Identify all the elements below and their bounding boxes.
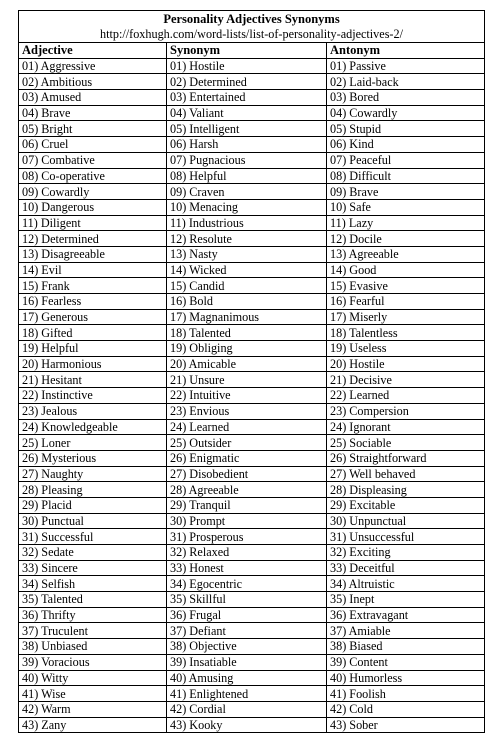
synonym-cell: 30) Prompt: [167, 513, 327, 529]
synonym-cell: 04) Valiant: [167, 105, 327, 121]
table-row: [19, 278, 485, 294]
antonym-cell: 33) Deceitful: [327, 560, 485, 576]
synonym-cell: 39) Insatiable: [167, 654, 327, 670]
table-row: [19, 560, 485, 576]
synonym-cell: 20) Amicable: [167, 356, 327, 372]
synonym-cell: 18) Talented: [167, 325, 327, 341]
title-cell: [19, 11, 485, 43]
synonym-cell: 37) Defiant: [167, 623, 327, 639]
table-row: [19, 356, 485, 372]
table-row: [19, 372, 485, 388]
adjective-cell: 28) Pleasing: [19, 482, 167, 498]
adjective-cell: 13) Disagreeable: [19, 246, 167, 262]
adjective-cell: 33) Sincere: [19, 560, 167, 576]
table-row: [19, 403, 485, 419]
antonym-cell: 01) Passive: [327, 58, 485, 74]
synonym-cell: 33) Honest: [167, 560, 327, 576]
adjective-cell: 34) Selfish: [19, 576, 167, 592]
antonym-cell: 32) Exciting: [327, 545, 485, 561]
synonym-cell: 36) Frugal: [167, 607, 327, 623]
synonym-cell: 21) Unsure: [167, 372, 327, 388]
table-row: [19, 105, 485, 121]
adjective-cell: 12) Determined: [19, 231, 167, 247]
antonym-cell: 41) Foolish: [327, 686, 485, 702]
antonym-cell: 30) Unpunctual: [327, 513, 485, 529]
synonym-cell: 25) Outsider: [167, 435, 327, 451]
column-header-synonym: Synonym: [167, 43, 327, 59]
adjective-cell: 03) Amused: [19, 90, 167, 106]
adjective-cell: 38) Unbiased: [19, 639, 167, 655]
table-row: [19, 184, 485, 200]
antonym-cell: 27) Well behaved: [327, 466, 485, 482]
antonym-cell: 29) Excitable: [327, 497, 485, 513]
adjective-cell: 06) Cruel: [19, 137, 167, 153]
adjective-cell: 37) Truculent: [19, 623, 167, 639]
synonym-cell: 40) Amusing: [167, 670, 327, 686]
adjective-cell: 27) Naughty: [19, 466, 167, 482]
synonym-cell: 17) Magnanimous: [167, 309, 327, 325]
synonym-cell: 29) Tranquil: [167, 497, 327, 513]
adjective-cell: 05) Bright: [19, 121, 167, 137]
antonym-cell: 38) Biased: [327, 639, 485, 655]
synonym-cell: 27) Disobedient: [167, 466, 327, 482]
column-header-antonym: Antonym: [327, 43, 485, 59]
synonym-cell: 24) Learned: [167, 419, 327, 435]
adjective-cell: 41) Wise: [19, 686, 167, 702]
antonym-cell: 24) Ignorant: [327, 419, 485, 435]
antonym-cell: 19) Useless: [327, 341, 485, 357]
table-row: [19, 513, 485, 529]
antonym-cell: 39) Content: [327, 654, 485, 670]
adjective-cell: 21) Hesitant: [19, 372, 167, 388]
adjective-cell: 16) Fearless: [19, 294, 167, 310]
adjective-cell: 15) Frank: [19, 278, 167, 294]
synonym-cell: 03) Entertained: [167, 90, 327, 106]
adjective-cell: 23) Jealous: [19, 403, 167, 419]
adjective-cell: 01) Aggressive: [19, 58, 167, 74]
antonym-cell: 14) Good: [327, 262, 485, 278]
antonym-cell: 06) Kind: [327, 137, 485, 153]
synonym-cell: 12) Resolute: [167, 231, 327, 247]
antonym-cell: 10) Safe: [327, 199, 485, 215]
table-row: [19, 623, 485, 639]
antonym-cell: 22) Learned: [327, 388, 485, 404]
synonym-cell: 15) Candid: [167, 278, 327, 294]
table-row: [19, 717, 485, 733]
table-row: [19, 435, 485, 451]
synonym-cell: 23) Envious: [167, 403, 327, 419]
synonym-cell: 16) Bold: [167, 294, 327, 310]
table-row: [19, 58, 485, 74]
antonym-cell: 11) Lazy: [327, 215, 485, 231]
synonym-cell: 07) Pugnacious: [167, 152, 327, 168]
table-row: [19, 199, 485, 215]
synonym-cell: 22) Intuitive: [167, 388, 327, 404]
adjective-cell: 26) Mysterious: [19, 450, 167, 466]
table-row: [19, 388, 485, 404]
adjective-cell: 40) Witty: [19, 670, 167, 686]
synonym-cell: 08) Helpful: [167, 168, 327, 184]
document-title: Personality Adjectives Synonyms: [163, 12, 340, 26]
table-row: [19, 231, 485, 247]
antonym-cell: 08) Difficult: [327, 168, 485, 184]
adjective-cell: 43) Zany: [19, 717, 167, 733]
adjective-cell: 09) Cowardly: [19, 184, 167, 200]
synonym-cell: 09) Craven: [167, 184, 327, 200]
antonym-cell: 40) Humorless: [327, 670, 485, 686]
synonym-cell: 42) Cordial: [167, 701, 327, 717]
synonym-cell: 19) Obliging: [167, 341, 327, 357]
synonym-cell: 43) Kooky: [167, 717, 327, 733]
synonym-cell: 06) Harsh: [167, 137, 327, 153]
synonym-cell: 28) Agreeable: [167, 482, 327, 498]
table-row: [19, 325, 485, 341]
table-row: [19, 639, 485, 655]
antonym-cell: 03) Bored: [327, 90, 485, 106]
antonym-cell: 15) Evasive: [327, 278, 485, 294]
antonym-cell: 37) Amiable: [327, 623, 485, 639]
table-row: [19, 576, 485, 592]
antonym-cell: 35) Inept: [327, 592, 485, 608]
synonym-cell: 34) Egocentric: [167, 576, 327, 592]
synonym-cell: 32) Relaxed: [167, 545, 327, 561]
antonym-cell: 36) Extravagant: [327, 607, 485, 623]
table-row: [19, 152, 485, 168]
synonym-cell: 31) Prosperous: [167, 529, 327, 545]
table-row: [19, 670, 485, 686]
antonym-cell: 43) Sober: [327, 717, 485, 733]
synonym-cell: 26) Enigmatic: [167, 450, 327, 466]
table-row: [19, 529, 485, 545]
table-row: [19, 74, 485, 90]
table-row: [19, 246, 485, 262]
antonym-cell: 07) Peaceful: [327, 152, 485, 168]
antonym-cell: 09) Brave: [327, 184, 485, 200]
source-url: http://foxhugh.com/word-lists/list-of-personality-adjectives-2/: [100, 26, 403, 41]
table-row: [19, 686, 485, 702]
synonyms-table: [18, 10, 485, 733]
adjective-cell: 02) Ambitious: [19, 74, 167, 90]
antonym-cell: 05) Stupid: [327, 121, 485, 137]
table-row: [19, 654, 485, 670]
adjective-cell: 25) Loner: [19, 435, 167, 451]
adjective-cell: 31) Successful: [19, 529, 167, 545]
synonym-cell: 38) Objective: [167, 639, 327, 655]
antonym-cell: 28) Displeasing: [327, 482, 485, 498]
table-row: [19, 419, 485, 435]
adjective-cell: 10) Dangerous: [19, 199, 167, 215]
antonym-cell: 20) Hostile: [327, 356, 485, 372]
adjective-cell: 42) Warm: [19, 701, 167, 717]
table-row: [19, 701, 485, 717]
table-row: [19, 607, 485, 623]
table-row: [19, 215, 485, 231]
antonym-cell: 31) Unsuccessful: [327, 529, 485, 545]
table-row: [19, 466, 485, 482]
adjective-cell: 32) Sedate: [19, 545, 167, 561]
antonym-cell: 21) Decisive: [327, 372, 485, 388]
adjective-cell: 35) Talented: [19, 592, 167, 608]
adjective-cell: 18) Gifted: [19, 325, 167, 341]
antonym-cell: 42) Cold: [327, 701, 485, 717]
antonym-cell: 26) Straightforward: [327, 450, 485, 466]
synonym-cell: 14) Wicked: [167, 262, 327, 278]
synonym-cell: 35) Skillful: [167, 592, 327, 608]
adjective-cell: 24) Knowledgeable: [19, 419, 167, 435]
adjective-cell: 19) Helpful: [19, 341, 167, 357]
table-row: [19, 482, 485, 498]
antonym-cell: 23) Compersion: [327, 403, 485, 419]
antonym-cell: 17) Miserly: [327, 309, 485, 325]
column-header-row: [19, 43, 485, 59]
synonym-cell: 05) Intelligent: [167, 121, 327, 137]
synonym-cell: 02) Determined: [167, 74, 327, 90]
antonym-cell: 18) Talentless: [327, 325, 485, 341]
adjective-cell: 04) Brave: [19, 105, 167, 121]
adjective-cell: 29) Placid: [19, 497, 167, 513]
table-row: [19, 168, 485, 184]
table-row: [19, 90, 485, 106]
adjective-cell: 39) Voracious: [19, 654, 167, 670]
adjective-cell: 22) Instinctive: [19, 388, 167, 404]
table-row: [19, 137, 485, 153]
adjective-cell: 11) Diligent: [19, 215, 167, 231]
adjective-cell: 30) Punctual: [19, 513, 167, 529]
synonym-cell: 13) Nasty: [167, 246, 327, 262]
column-header-adjective: Adjective: [19, 43, 167, 59]
table-head: [19, 11, 485, 59]
table-row: [19, 294, 485, 310]
adjective-cell: 36) Thrifty: [19, 607, 167, 623]
table-row: [19, 450, 485, 466]
antonym-cell: 13) Agreeable: [327, 246, 485, 262]
table-row: [19, 592, 485, 608]
adjective-cell: 17) Generous: [19, 309, 167, 325]
table-body: [19, 58, 485, 733]
table-row: [19, 262, 485, 278]
antonym-cell: 16) Fearful: [327, 294, 485, 310]
synonym-cell: 10) Menacing: [167, 199, 327, 215]
synonym-cell: 11) Industrious: [167, 215, 327, 231]
adjective-cell: 07) Combative: [19, 152, 167, 168]
synonym-cell: 41) Enlightened: [167, 686, 327, 702]
antonym-cell: 34) Altruistic: [327, 576, 485, 592]
antonym-cell: 25) Sociable: [327, 435, 485, 451]
antonym-cell: 02) Laid-back: [327, 74, 485, 90]
table-row: [19, 121, 485, 137]
title-row: [19, 11, 485, 43]
table-row: [19, 309, 485, 325]
table-row: [19, 341, 485, 357]
antonym-cell: 12) Docile: [327, 231, 485, 247]
antonym-cell: 04) Cowardly: [327, 105, 485, 121]
adjective-cell: 20) Harmonious: [19, 356, 167, 372]
synonym-cell: 01) Hostile: [167, 58, 327, 74]
table-row: [19, 497, 485, 513]
adjective-cell: 14) Evil: [19, 262, 167, 278]
adjective-cell: 08) Co-operative: [19, 168, 167, 184]
table-row: [19, 545, 485, 561]
